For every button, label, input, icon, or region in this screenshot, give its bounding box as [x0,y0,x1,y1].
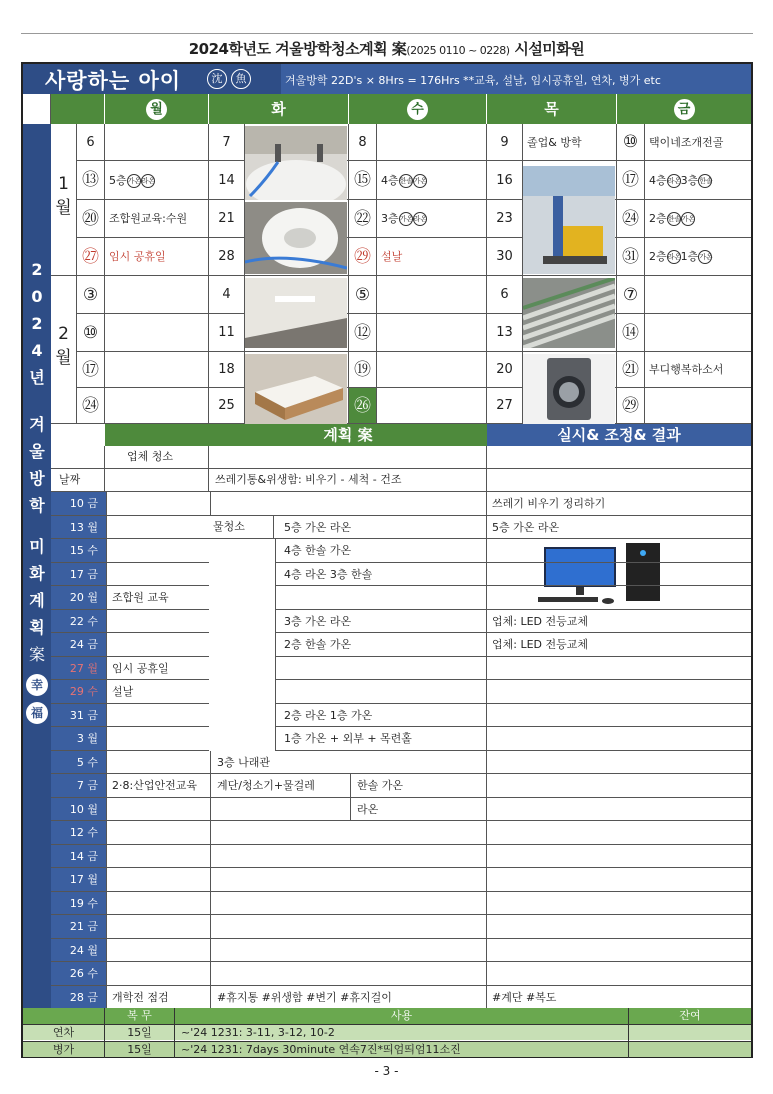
footer-remain [629,1042,751,1058]
footer-use: ~'24 1231: 7days 30minute 연속7진*띄엄띄엄11소진 [175,1042,629,1058]
cal-date-2-11: 11 [209,314,245,352]
footer-remain [629,1025,751,1041]
cal-note-2-7-2 [377,388,487,424]
date-col-label: 날짜 [51,469,105,492]
plan-row-date: 17 월 [51,868,107,891]
cal-date-2-13: 13 [487,314,523,352]
bins-plan-text: 쓰레기통&위생함: 비우기 - 세척 - 건조 [209,469,487,492]
plan-row-result: 업체: LED 전등교체 [492,638,589,651]
plan-row-plan: #휴지통 #위생함 #변기 #휴지걸이 [211,986,487,1009]
plan-row-plan: 계단/청소기+물걸레 [211,774,351,797]
cal-note-1-0-0 [105,124,209,161]
plan-row-date: 24 월 [51,939,107,962]
plan-row [51,633,751,657]
cal-note-1-0-3: 졸업& 방학 [523,124,617,161]
vendor-cleaning-label: 업체 청소 [105,446,209,469]
plan-row-result: 5층 가온 라온 [492,520,560,534]
plan-row [51,680,751,704]
plan-row-date: 31 금 [51,704,107,727]
cal-note-2-5-0 [105,314,209,352]
page-title [0,38,773,59]
plan-row [51,727,751,751]
pipes-photo [523,278,615,348]
ceiling-photo [245,278,347,348]
plan-note-blank [105,469,209,492]
cal-note-1-2-4: 2층한솔가온 [645,200,751,238]
plan-row-note: 임시 공휴일 [107,657,211,680]
plan-row-result: 쓰레기 비우기 정리하기 [492,497,606,510]
plan-row-plan: 5층 가온 라온 [276,516,487,539]
cal-note-2-4-2 [377,276,487,314]
plan-row-result [487,751,751,774]
cal-date-2-⑩: ⑩ [77,314,105,352]
cal-date-2-㉙: ㉙ [617,388,645,424]
footer-row [23,1041,751,1057]
plan-header-blank-green [105,424,209,446]
plan-row [51,751,751,775]
plan-blank-1 [209,446,487,469]
plan-row-date: 24 금 [51,633,107,656]
cal-date-2-⑫: ⑫ [349,314,377,352]
cal-date-1-9: 9 [487,124,523,161]
page-number: - 3 - [374,1064,399,1078]
plan-row [51,962,751,986]
cal-date-2-4: 4 [209,276,245,314]
plan-row [51,704,751,728]
plan-row-date: 13 월 [51,516,107,539]
plan-row-result: #계단 #복도 [492,990,557,1004]
day-header-tue: 화 [209,94,349,124]
cal-date-1-㉗: ㉗ [77,238,105,276]
plan-row [51,657,751,681]
plan-row-result [487,539,751,562]
cal-date-1-16: 16 [487,161,523,200]
plan-row-plan [276,680,487,703]
plan-row-note [107,516,211,539]
header-title: 사랑하는 아이 [45,69,182,93]
plan-row-date: 20 월 [51,586,107,609]
plan-row-note [107,704,211,727]
cal-date-2-6: 6 [487,276,523,314]
cal-note-1-1-2: 4층한솔가온 [377,161,487,200]
plan-row-plan [211,962,487,985]
plan-row-note: 개학전 점검 [107,986,211,1009]
plan-row-result [487,892,751,915]
plan-row-note [107,915,211,938]
cal-date-1-8: 8 [349,124,377,161]
cal-note-1-2-2: 3층가온라온 [377,200,487,238]
plan-row [51,516,751,540]
cal-date-1-30: 30 [487,238,523,276]
cal-note-2-4-0 [105,276,209,314]
header-left-block [23,64,281,94]
seal-mark-2: 魚 [231,69,251,89]
cal-note-2-5-4 [645,314,751,352]
result-blank-2 [487,469,751,492]
plan-row-result [487,962,751,985]
plan-row-note [107,633,211,656]
plan-row-result [487,939,751,962]
water-cleaning-label: 물청소 [209,516,274,539]
footer-type: 연차 [23,1025,105,1041]
cal-note-2-6-2 [377,352,487,388]
plan-row-plan: 3층 가온 라온 [276,610,487,633]
plan-row-result [487,915,751,938]
plan-row-date: 21 금 [51,915,107,938]
day-header-fri: 금 [617,94,751,124]
sheet-header [23,64,751,94]
plan-row-plan: 2층 한솔 가온 [276,633,487,656]
cal-date-1-23: 23 [487,200,523,238]
cal-note-2-7-4 [645,388,751,424]
cal-date-2-⑭: ⑭ [617,314,645,352]
plan-row [51,586,751,610]
cal-date-1-6: 6 [77,124,105,161]
water-cleaning-column [209,539,276,751]
day-header-thu: 목 [487,94,617,124]
plan-row-note [107,610,211,633]
cal-note-1-0-4: 택이네조개전골 [645,124,751,161]
footer-days: 15일 [105,1042,175,1058]
plan-row-note [107,539,211,562]
cal-date-2-18: 18 [209,352,245,388]
plan-row-date: 26 수 [51,962,107,985]
cal-date-2-⑰: ⑰ [77,352,105,388]
plan-row [51,563,751,587]
plan-row-note [107,821,211,844]
plan-row [51,610,751,634]
footer-row [23,1024,751,1040]
plan-row-date: 12 수 [51,821,107,844]
plan-row-result [487,821,751,844]
plan-row-date: 10 금 [51,492,107,515]
month-col-header [51,94,105,124]
result-blank-1 [487,446,751,469]
plan-row-note [107,868,211,891]
seal-mark-1: 沈 [207,69,227,89]
washing-machine-photo [523,354,615,424]
cal-date-1-⑰: ⑰ [617,161,645,200]
plan-row [51,986,751,1010]
plan-row-note [107,727,211,750]
plan-row-plan [211,492,487,515]
cal-date-1-28: 28 [209,238,245,276]
plan-row-plan [211,939,487,962]
plan-row-note [107,798,211,821]
footer-type: 병가 [23,1042,105,1058]
plan-row-result: 업체: LED 전등교체 [492,614,589,628]
plan-row-note [107,892,211,915]
plan-row-date: 5 수 [51,751,107,774]
plan-row-note: 조합원 교육 [107,586,211,609]
plan-row [51,774,751,798]
plan-row [51,868,751,892]
title-dept: 시설미화원 [514,40,585,58]
cal-date-1-⑮: ⑮ [349,161,377,200]
cal-date-2-㉔: ㉔ [77,388,105,424]
plan-row-note [107,939,211,962]
plan-row-result [487,845,751,868]
plan-row-date: 17 금 [51,563,107,586]
cal-date-1-⑩: ⑩ [617,124,645,161]
footer-days: 15일 [105,1025,175,1041]
happiness-badge: 幸 [26,674,48,696]
plan-row-date: 3 월 [51,727,107,750]
footer-col-use: 사용 [175,1008,629,1024]
plan-header: 계획 案 [209,424,487,446]
plan-row-date: 22 수 [51,610,107,633]
cal-date-1-⑳: ⑳ [77,200,105,238]
plan-row-note [107,751,211,774]
cal-note-1-1-4: 4층라온3층한솔 [645,161,751,200]
cal-date-1-㉛: ㉛ [617,238,645,276]
cal-date-2-20: 20 [487,352,523,388]
plan-row [51,845,751,869]
cal-note-1-3-0: 임시 공휴일 [105,238,209,276]
cal-date-1-⑬: ⑬ [77,161,105,200]
cal-date-1-㉔: ㉔ [617,200,645,238]
cal-note-1-3-4: 2층라온1층가온 [645,238,751,276]
plan-row-plan [276,657,487,680]
cal-date-1-7: 7 [209,124,245,161]
title-main: 2024학년도 겨울방학청소계획 案 [188,40,407,58]
plan-row-plan: 4층 라온 3층 한솔 [276,563,487,586]
cal-date-2-⑦: ⑦ [617,276,645,314]
plan-corner [51,446,105,469]
cal-note-1-0-2 [377,124,487,161]
cal-date-1-㉒: ㉒ [349,200,377,238]
plan-row-plan [211,821,487,844]
cal-note-2-6-4: 부디행복하소서 [645,352,751,388]
mattress-photo [245,354,347,424]
cal-date-2-㉖: ㉖ [349,388,377,424]
plan-row-note [107,492,211,515]
plan-row-date: 28 금 [51,986,107,1009]
plan-row-result [487,798,751,821]
plan-row-note: 2·8:산업안전교육 [107,774,211,797]
plan-row-date: 10 월 [51,798,107,821]
plan-row-result [487,563,751,586]
plan-row-plan [211,915,487,938]
plan-row-plan: 2층 라온 1층 가온 [276,704,487,727]
plan-sheet [21,62,753,1058]
cal-date-2-25: 25 [209,388,245,424]
month-label-1: 1 월 [51,124,77,276]
plan-row-date: 15 수 [51,539,107,562]
plan-row-result [487,586,751,609]
cal-note-2-7-0 [105,388,209,424]
plan-row [51,492,751,516]
result-header: 실시& 조정& 결과 [487,424,751,446]
plan-row-plan [211,868,487,891]
plan-row [51,821,751,845]
cal-date-2-㉑: ㉑ [617,352,645,388]
plan-row-plan [211,798,351,821]
plan-row-note [107,962,211,985]
cal-date-1-14: 14 [209,161,245,200]
plan-row-result [487,774,751,797]
plan-row-plan: 3층 나래관 [211,751,487,774]
plan-row-plan [211,845,487,868]
plan-row-result [487,727,751,750]
fortune-badge: 福 [26,702,48,724]
cal-date-2-⑲: ⑲ [349,352,377,388]
plan-row [51,539,751,563]
plan-row-date: 27 월 [51,657,107,680]
plan-row-result [487,680,751,703]
plan-row-result [487,704,751,727]
plan-row-date: 29 수 [51,680,107,703]
footer-header [23,1008,751,1024]
plan-row [51,892,751,916]
month-label-2: 2 월 [51,276,77,424]
plan-row-result [487,868,751,891]
corner-box [23,94,51,124]
plan-row-note [107,845,211,868]
cal-note-2-4-4 [645,276,751,314]
day-header-mon: 월 [105,94,209,124]
plan-row [51,939,751,963]
urinal-photo [245,202,347,274]
cal-note-2-5-2 [377,314,487,352]
header-summary: 겨울방학 22D's × 8Hrs = 176Hrs **교육, 설날, 임시공휴일, 연차, 병가 etc [285,74,661,87]
cal-date-2-27: 27 [487,388,523,424]
cal-date-1-21: 21 [209,200,245,238]
cal-note-1-1-0: 5층가온라온 [105,161,209,200]
plan-row-result [487,657,751,680]
plan-row-plan: 4층 한솔 가온 [276,539,487,562]
plan-row-note: 설날 [107,680,211,703]
cal-note-2-6-0 [105,352,209,388]
cal-date-2-⑤: ⑤ [349,276,377,314]
cal-date-1-㉙: ㉙ [349,238,377,276]
plan-row-date: 7 금 [51,774,107,797]
sink-faucet-photo [245,126,347,200]
top-rule [21,33,753,34]
footer-use: ~'24 1231: 3-11, 3-12, 10-2 [175,1025,629,1041]
vertical-title-strip: 2 0 2 4 년 겨 울 방 학 미 화 계 획 案 幸 福 [23,124,51,1010]
plan-row-plan [276,586,487,609]
cal-note-1-2-0: 조합원교육:수원 [105,200,209,238]
day-header-wed: 수 [349,94,487,124]
plan-row-date: 19 수 [51,892,107,915]
cleaning-cart-photo [523,166,615,274]
title-range: (2025 0110 ~ 0228) [406,44,510,57]
plan-row-plan: 1층 가온 + 외부 + 목련홀 [276,727,487,750]
plan-row-note [107,563,211,586]
plan-row [51,915,751,939]
footer-col-remain: 잔여 [679,1009,701,1022]
plan-row-plan [211,892,487,915]
plan-row-plan2: 라온 [351,798,487,821]
cal-date-2-③: ③ [77,276,105,314]
plan-row [51,798,751,822]
cal-note-1-3-2: 설날 [377,238,487,276]
footer-col-service: 복 무 [105,1008,175,1024]
plan-row-plan2: 한솔 가온 [351,774,487,797]
plan-row-date: 14 금 [51,845,107,868]
